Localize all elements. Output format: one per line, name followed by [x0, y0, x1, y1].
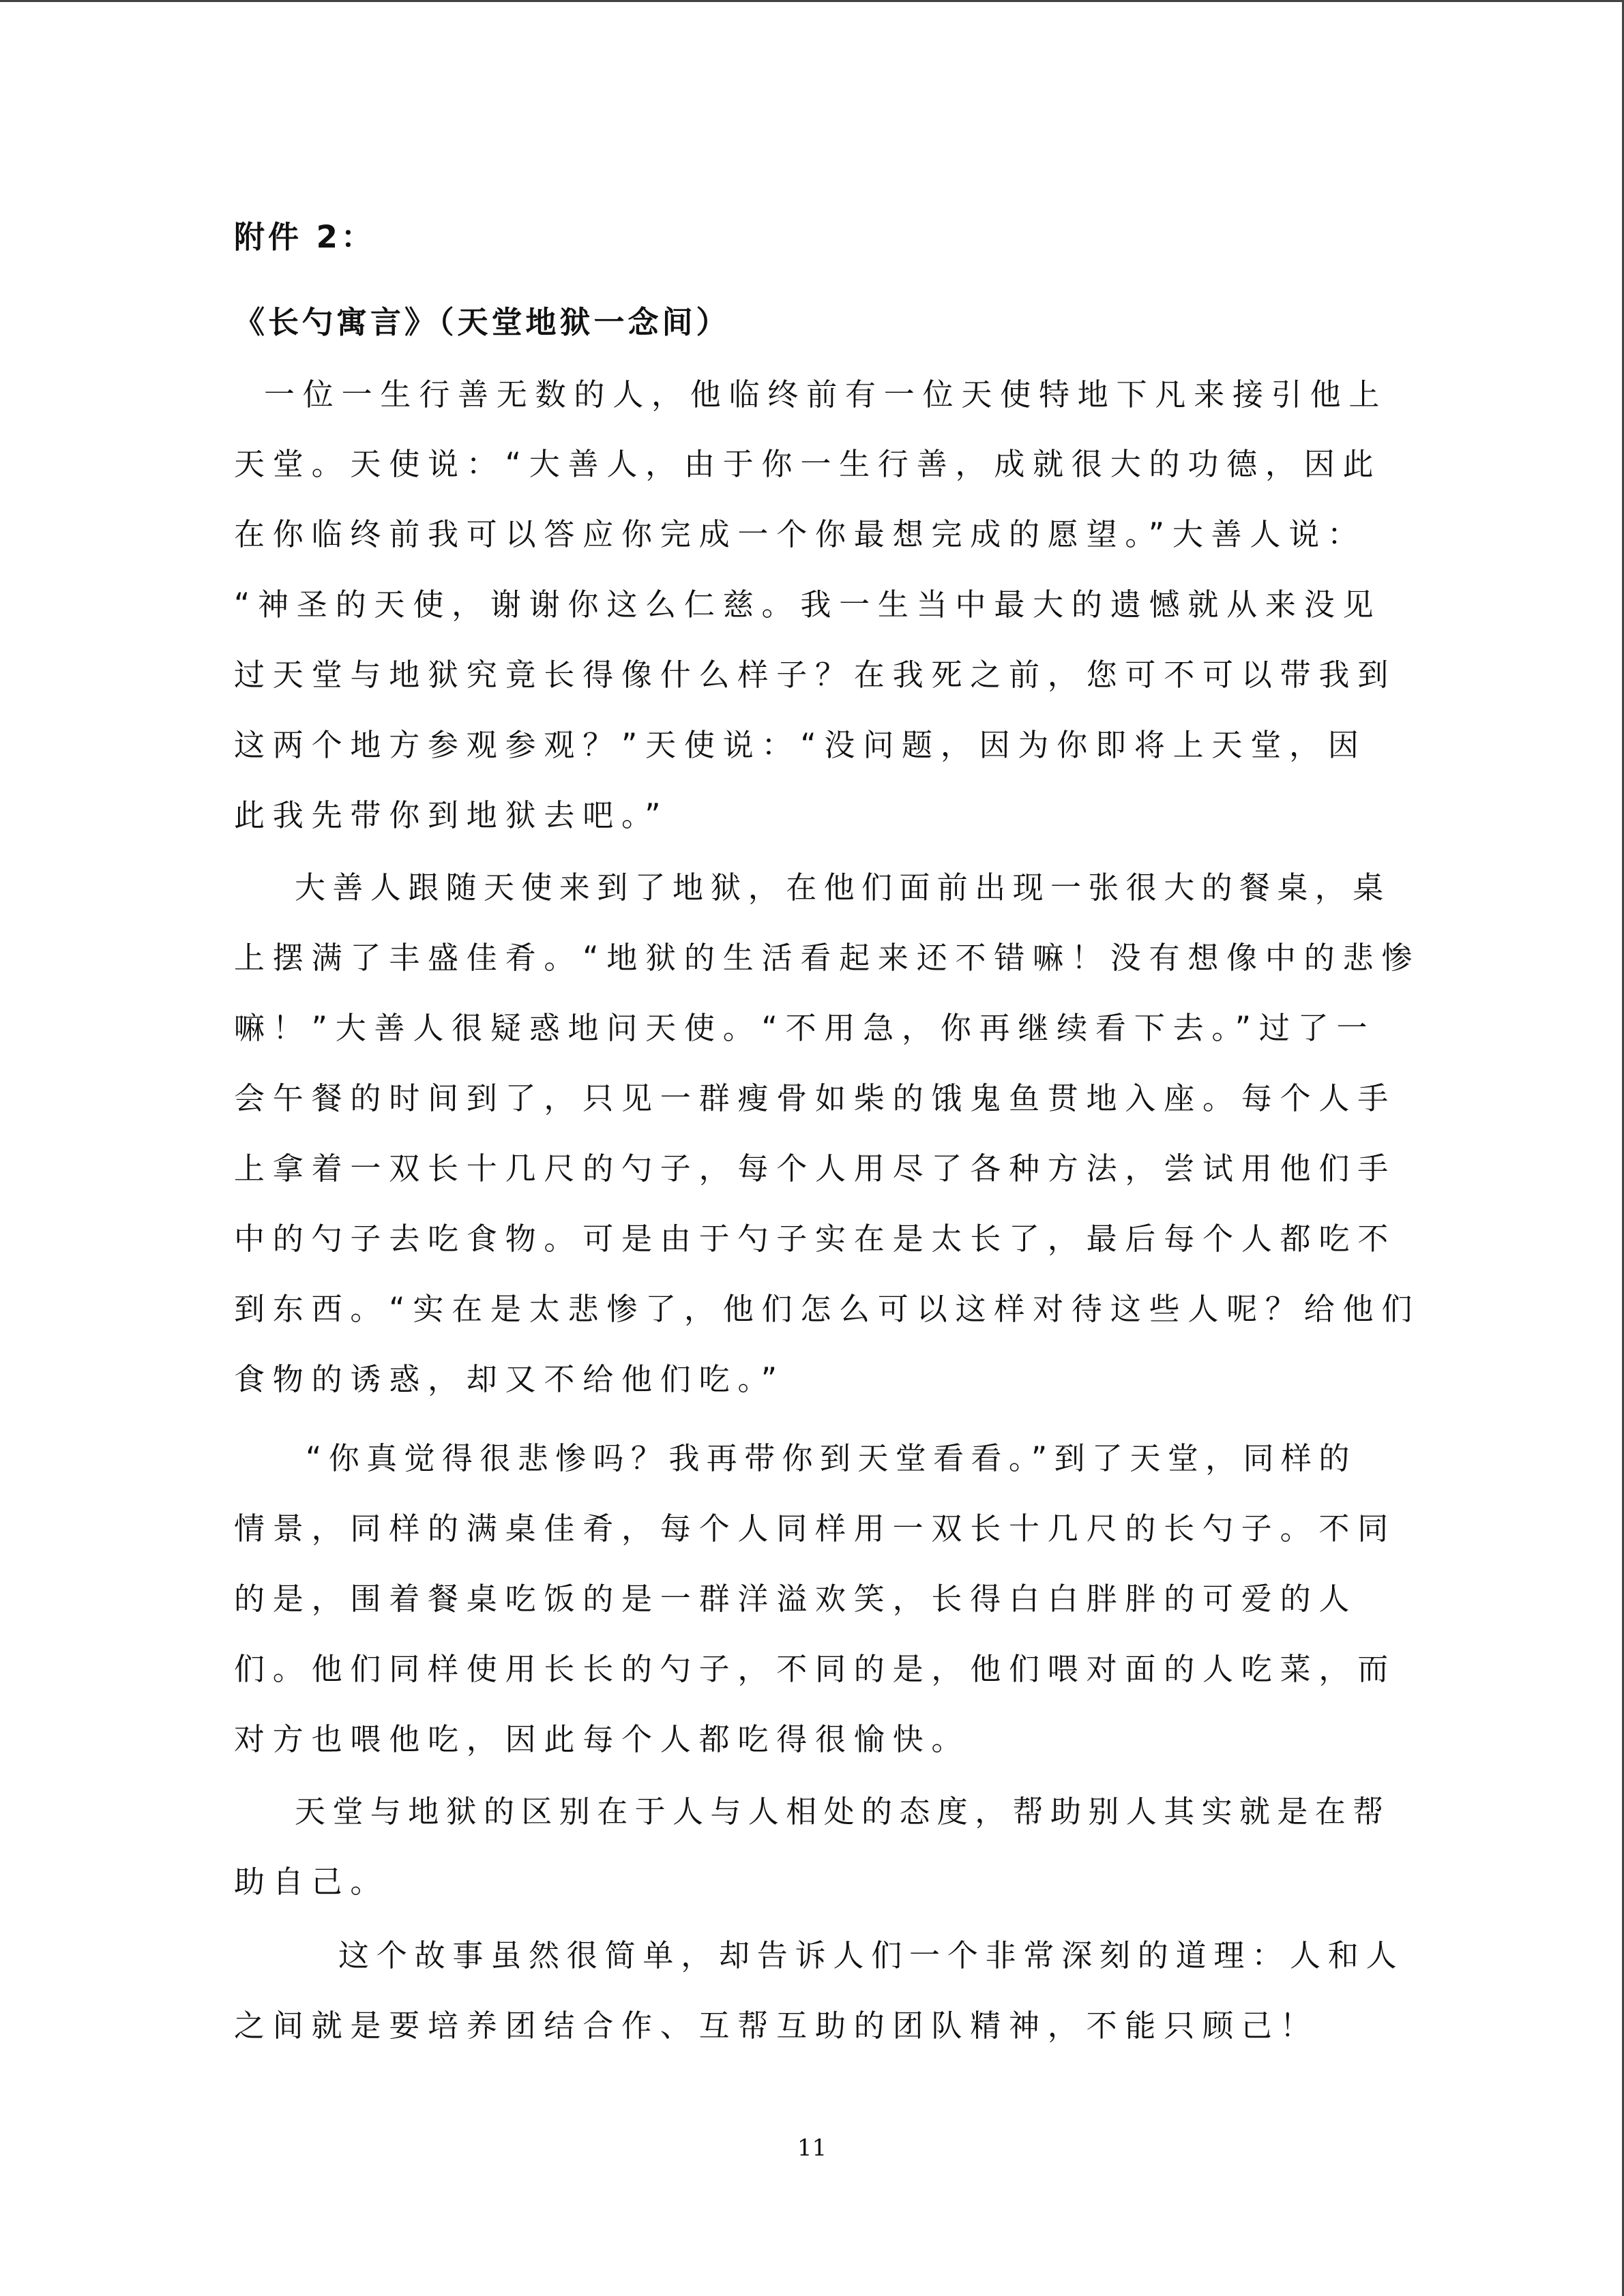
- paragraph-2-line-6: 中的勺子去吃食物。可是由于勺子实在是太长了，最后每个人都吃不: [234, 1221, 1397, 1257]
- paragraph-3-line-3: 的是，围着餐桌吃饭的是一群洋溢欢笑，长得白白胖胖的可爱的人: [234, 1581, 1358, 1617]
- page-number: 11: [797, 2134, 827, 2162]
- paragraph-2-line-4: 会午餐的时间到了，只见一群瘦骨如柴的饿鬼鱼贯地入座。每个人手: [234, 1080, 1397, 1116]
- paragraph-2-line-5: 上拿着一双长十几尺的勺子，每个人用尽了各种方法，尝试用他们手: [234, 1150, 1397, 1187]
- paragraph-1-line-6: 这两个地方参观参观？”天使说：“没问题，因为你即将上天堂，因: [234, 727, 1367, 763]
- document-title: 《长勺寓言》（天堂地狱一念间）: [234, 304, 730, 340]
- paragraph-2-line-1: 大善人跟随天使来到了地狱，在他们面前出现一张很大的餐桌，桌: [295, 869, 1391, 906]
- page-top-border: [0, 0, 1624, 2]
- paragraph-1-line-5: 过天堂与地狱究竟长得像什么样子？在我死之前，您可不可以带我到: [234, 657, 1397, 693]
- paragraph-3-line-4: 们。他们同样使用长长的勺子，不同的是，他们喂对面的人吃菜，而: [234, 1651, 1397, 1687]
- paragraph-3-line-5: 对方也喂他吃，因此每个人都吃得很愉快。: [234, 1721, 971, 1757]
- paragraph-5-line-1: 这个故事虽然很简单，却告诉人们一个非常深刻的道理：人和人: [338, 1937, 1404, 1973]
- paragraph-1-line-1: 一位一生行善无数的人，他临终前有一位天使特地下凡来接引他上: [264, 376, 1388, 413]
- paragraph-1-line-2: 天堂。天使说：“大善人，由于你一生行善，成就很大的功德，因此: [234, 446, 1382, 482]
- paragraph-2-line-7: 到东西。“实在是太悲惨了，他们怎么可以这样对待这些人呢？给他们: [234, 1291, 1421, 1327]
- paragraph-4-line-2: 助自己。: [234, 1864, 389, 1900]
- paragraph-1-line-3: 在你临终前我可以答应你完成一个你最想完成的愿望。”大善人说：: [234, 516, 1366, 552]
- paragraph-2-line-2: 上摆满了丰盛佳肴。“地狱的生活看起来还不错嘛！没有想像中的悲惨: [234, 940, 1421, 976]
- attachment-label: 附件 2：: [234, 219, 375, 255]
- paragraph-3-line-2: 情景，同样的满桌佳肴，每个人同样用一双长十几尺的长勺子。不同: [234, 1510, 1397, 1547]
- paragraph-2-line-3: 嘛！”大善人很疑惑地问天使。“不用急，你再继续看下去。”过了一: [234, 1010, 1376, 1046]
- paragraph-4-line-1: 天堂与地狱的区别在于人与人相处的态度，帮助别人其实就是在帮: [295, 1793, 1391, 1830]
- paragraph-3-line-1: “你真觉得很悲惨吗？我再带你到天堂看看。”到了天堂，同样的: [306, 1440, 1357, 1476]
- paragraph-1-line-7: 此我先带你到地狱去吧。”: [234, 797, 669, 833]
- paragraph-1-line-4: “神圣的天使，谢谢你这么仁慈。我一生当中最大的遗憾就从来没见: [234, 586, 1382, 623]
- paragraph-2-line-8: 食物的诱惑，却又不给他们吃。”: [234, 1361, 785, 1397]
- paragraph-5-line-2: 之间就是要培养团结合作、互帮互助的团队精神，不能只顾己！: [234, 2008, 1319, 2044]
